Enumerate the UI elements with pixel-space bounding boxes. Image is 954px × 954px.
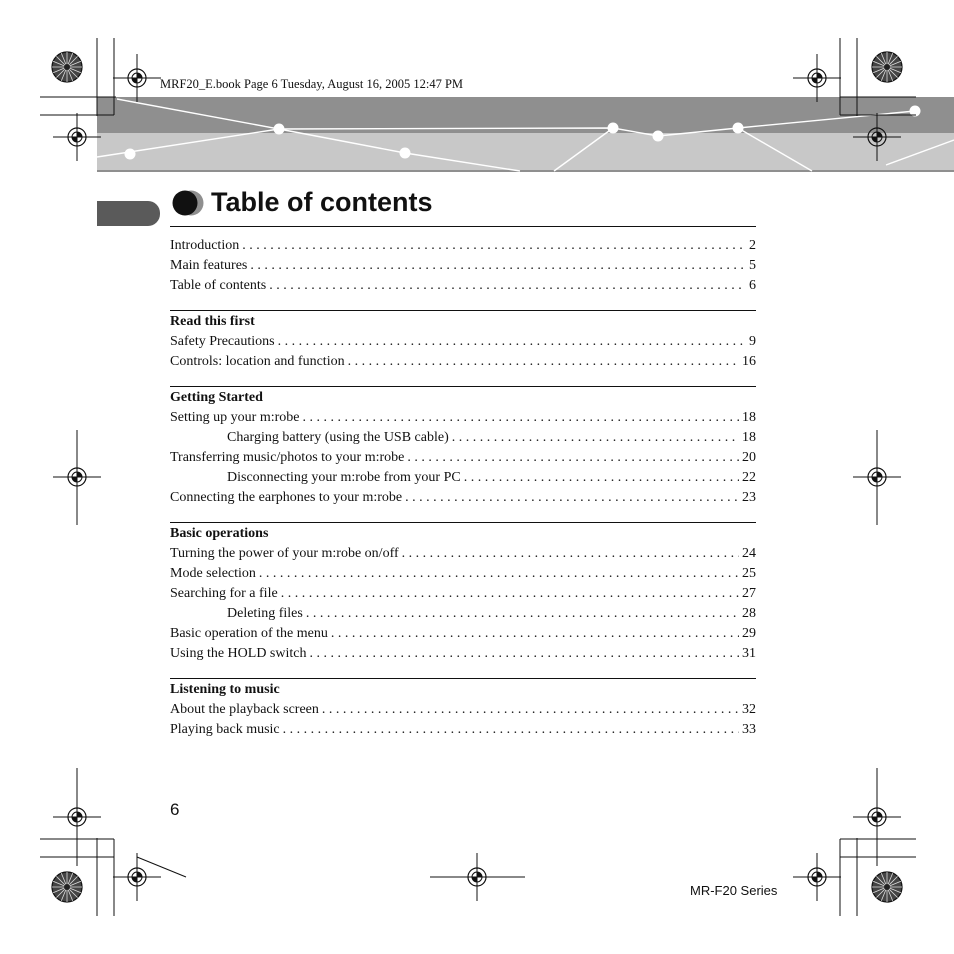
toc-subentry[interactable] [170, 428, 756, 448]
toc-entry-label: Playing back music [170, 722, 280, 737]
toc-leader-dots [452, 428, 739, 448]
toc-entry-page: 33 [742, 722, 756, 737]
series-name: MR-F20 Series [690, 883, 778, 898]
toc-entry[interactable] [170, 448, 756, 468]
toc-entry[interactable] [170, 564, 756, 584]
toc-leader-dots [407, 448, 739, 468]
toc-subentry[interactable] [170, 604, 756, 624]
double-circle-bullet-icon [172, 189, 204, 217]
toc-entry-label: Setting up your m:robe [170, 410, 300, 425]
toc-entry-label: Using the HOLD switch [170, 646, 307, 661]
toc-entry[interactable] [170, 256, 756, 276]
toc-intro-group [170, 236, 756, 296]
toc-entry-page: 18 [742, 430, 756, 445]
toc-leader-dots [306, 604, 739, 624]
toc-leader-dots [402, 544, 739, 564]
toc-entry[interactable] [170, 720, 756, 740]
toc-entry-label: Disconnecting your m:robe from your PC [227, 470, 461, 485]
toc-entry-label: Searching for a file [170, 586, 278, 601]
toc-entry-label: About the playback screen [170, 702, 319, 717]
toc-entry[interactable] [170, 700, 756, 720]
toc-entry-label: Deleting files [227, 606, 303, 621]
toc-leader-dots [281, 584, 739, 604]
toc-section [170, 310, 756, 372]
toc-entry[interactable] [170, 352, 756, 372]
toc-entry-page: 28 [742, 606, 756, 621]
toc-leader-dots [259, 564, 739, 584]
toc-leader-dots [331, 624, 739, 644]
chapter-tab [97, 201, 160, 226]
title-block [170, 184, 756, 227]
toc-entry-label: Turning the power of your m:robe on/off [170, 546, 399, 561]
toc-entry-label: Connecting the earphones to your m:robe [170, 490, 403, 505]
toc-leader-dots [250, 256, 746, 276]
toc-leader-dots [242, 236, 746, 256]
toc-section [170, 386, 756, 508]
toc-leader-dots [405, 488, 739, 508]
toc-section-heading[interactable]: Getting Started [170, 390, 263, 405]
toc-entry[interactable] [170, 488, 756, 508]
toc-section-heading[interactable]: Read this first [170, 314, 255, 329]
toc-entry-page: 31 [742, 646, 756, 661]
toc-entry[interactable] [170, 624, 756, 644]
toc-entry-page: 32 [742, 702, 756, 717]
toc-entry-label: Charging battery (using the USB cable) [227, 430, 449, 445]
toc-entry[interactable] [170, 408, 756, 428]
toc-entry-page: 29 [742, 626, 756, 641]
toc-leader-dots [269, 276, 746, 296]
table-of-contents [170, 236, 756, 740]
toc-entry-page: 25 [742, 566, 756, 581]
toc-entry-page: 9 [749, 334, 756, 349]
header-banner [97, 97, 954, 171]
toc-entry[interactable] [170, 544, 756, 564]
toc-leader-dots [278, 332, 746, 352]
file-slug: MRF20_E.book Page 6 Tuesday, August 16, 2005 12:47 PM [160, 77, 464, 91]
toc-entry-page: 18 [742, 410, 756, 425]
page-number: 6 [170, 800, 180, 819]
toc-entry-label: Basic operation of the menu [170, 626, 328, 641]
toc-entry[interactable] [170, 236, 756, 256]
toc-section [170, 522, 756, 664]
toc-entry[interactable] [170, 276, 756, 296]
toc-subentry[interactable] [170, 468, 756, 488]
toc-entry-label: Table of contents [170, 278, 267, 293]
toc-section [170, 678, 756, 740]
toc-section-heading[interactable]: Basic operations [170, 526, 269, 541]
toc-entry-label: Introduction [170, 238, 240, 253]
toc-entry-page: 23 [742, 490, 756, 505]
toc-leader-dots [310, 644, 740, 664]
toc-leader-dots [283, 720, 739, 740]
toc-entry-page: 5 [749, 258, 756, 273]
toc-entry-page: 24 [742, 546, 756, 561]
toc-entry-label: Mode selection [170, 566, 256, 581]
toc-entry-page: 2 [749, 238, 756, 253]
toc-leader-dots [348, 352, 739, 372]
toc-entry-label: Safety Precautions [170, 334, 275, 349]
toc-entry[interactable] [170, 332, 756, 352]
toc-leader-dots [464, 468, 739, 488]
toc-leader-dots [303, 408, 740, 428]
toc-entry-page: 16 [742, 354, 756, 369]
toc-entry-page: 20 [742, 450, 756, 465]
page-title: Table of contents [211, 187, 433, 217]
toc-entry[interactable] [170, 644, 756, 664]
toc-entry-label: Transferring music/photos to your m:robe [170, 450, 405, 465]
toc-leader-dots [322, 700, 739, 720]
toc-entry-label: Main features [170, 258, 248, 273]
toc-section-heading[interactable]: Listening to music [170, 682, 280, 697]
toc-entry-page: 22 [742, 470, 756, 485]
toc-entry-label: Controls: location and function [170, 354, 345, 369]
toc-entry-page: 6 [749, 278, 756, 293]
toc-entry-page: 27 [742, 586, 756, 601]
toc-entry[interactable] [170, 584, 756, 604]
